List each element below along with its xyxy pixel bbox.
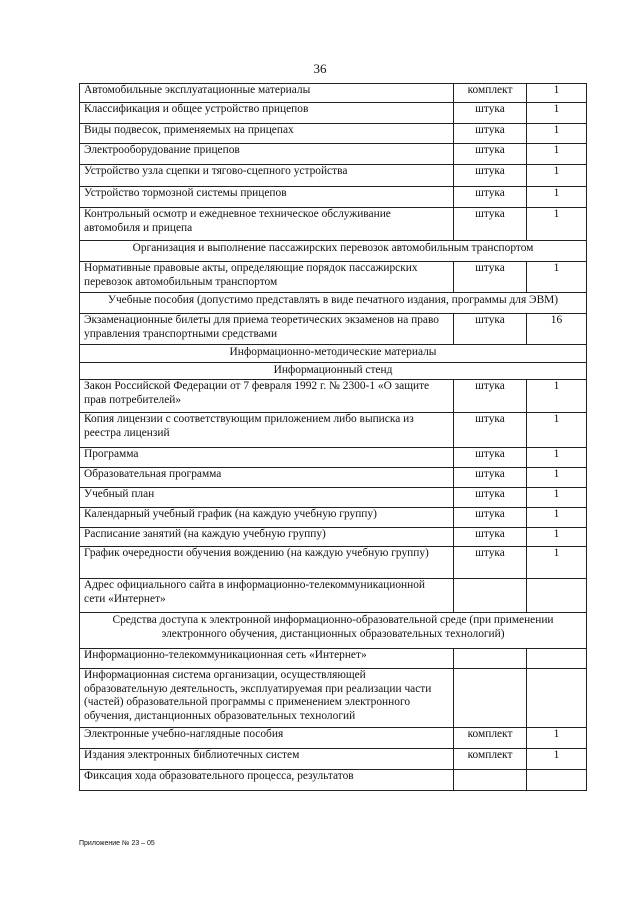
section-title: Информационно-методические материалы xyxy=(80,345,587,363)
table-row xyxy=(80,84,587,103)
item-name-cell: Расписание занятий (на каждую учебную группу) xyxy=(80,528,454,547)
item-unit-cell: штука xyxy=(454,547,527,579)
item-name-cell: Классификация и общее устройство прицепов xyxy=(80,103,454,124)
section-row xyxy=(80,345,587,363)
item-name-cell: Издания электронных библиотечных систем xyxy=(80,749,454,770)
item-unit-cell: штука xyxy=(454,314,527,345)
item-unit-cell xyxy=(454,669,527,728)
item-unit-cell: комплект xyxy=(454,84,527,103)
item-name-cell: Закон Российской Федерации от 7 февраля 1992 г. № 2300-1 «О защите прав потребителей» xyxy=(80,380,454,413)
item-unit-cell: штука xyxy=(454,508,527,528)
item-unit-cell xyxy=(454,770,527,791)
page-number: 36 xyxy=(313,61,327,76)
table-row xyxy=(80,124,587,144)
item-qty-cell: 16 xyxy=(527,314,587,345)
item-qty-cell: 1 xyxy=(527,84,587,103)
item-name-cell: Экзаменационные билеты для приема теоретических экзаменов на право управления транспортными средствами xyxy=(80,314,454,345)
item-qty-cell xyxy=(527,649,587,669)
item-unit-cell: штука xyxy=(454,488,527,508)
item-qty-cell: 1 xyxy=(527,413,587,448)
item-name-cell: Копия лицензии с соответствующим приложением либо выписка из реестра лицензий xyxy=(80,413,454,448)
item-qty-cell xyxy=(527,579,587,613)
table-row xyxy=(80,187,587,208)
section-title: Информационный стенд xyxy=(80,363,587,380)
table-row xyxy=(80,528,587,547)
footer-note: Приложение № 23 – 05 xyxy=(79,840,155,847)
section-title: Учебные пособия (допустимо представлять в виде печатного издания, программы для ЭВМ) xyxy=(80,293,587,314)
table-row xyxy=(80,380,587,413)
item-unit-cell: штука xyxy=(454,448,527,468)
item-name-cell: Календарный учебный график (на каждую учебную группу) xyxy=(80,508,454,528)
item-name-cell: Фиксация хода образовательного процесса, результатов xyxy=(80,770,454,791)
item-name-cell: Учебный план xyxy=(80,488,454,508)
table-row xyxy=(80,314,587,345)
table-row xyxy=(80,103,587,124)
equipment-table xyxy=(79,83,587,791)
table-row xyxy=(80,669,587,728)
item-unit-cell: штука xyxy=(454,187,527,208)
item-qty-cell: 1 xyxy=(527,508,587,528)
item-name-cell: Контрольный осмотр и ежедневное техническое обслуживание автомобиля и прицепа xyxy=(80,208,454,241)
item-unit-cell: штука xyxy=(454,413,527,448)
item-unit-cell: штука xyxy=(454,528,527,547)
item-qty-cell: 1 xyxy=(527,262,587,293)
item-qty-cell xyxy=(527,669,587,728)
table-row xyxy=(80,468,587,488)
table-row xyxy=(80,770,587,791)
table-row xyxy=(80,448,587,468)
item-qty-cell: 1 xyxy=(527,528,587,547)
item-unit-cell: штука xyxy=(454,380,527,413)
table-row xyxy=(80,165,587,187)
table-row xyxy=(80,749,587,770)
item-unit-cell: штука xyxy=(454,165,527,187)
item-qty-cell: 1 xyxy=(527,103,587,124)
item-unit-cell: штука xyxy=(454,262,527,293)
table-row xyxy=(80,547,587,579)
item-qty-cell: 1 xyxy=(527,165,587,187)
item-unit-cell: штука xyxy=(454,103,527,124)
item-name-cell: Электрооборудование прицепов xyxy=(80,144,454,165)
table-row xyxy=(80,413,587,448)
section-title: Средства доступа к электронной информационно-образовательной среде (при применении электронного обучения, дистанционных образовательных технологий) xyxy=(80,613,587,649)
equipment-table-body xyxy=(80,84,587,791)
table-row xyxy=(80,508,587,528)
section-row xyxy=(80,293,587,314)
item-name-cell: Виды подвесок, применяемых на прицепах xyxy=(80,124,454,144)
item-qty-cell: 1 xyxy=(527,187,587,208)
item-name-cell: Автомобильные эксплуатационные материалы xyxy=(80,84,454,103)
item-unit-cell: штука xyxy=(454,124,527,144)
item-unit-cell xyxy=(454,649,527,669)
item-name-cell: Информационно-телекоммуникационная сеть «Интернет» xyxy=(80,649,454,669)
item-unit-cell xyxy=(454,579,527,613)
item-unit-cell: штука xyxy=(454,468,527,488)
item-name-cell: Образовательная программа xyxy=(80,468,454,488)
item-name-cell: Электронные учебно-наглядные пособия xyxy=(80,728,454,749)
item-qty-cell: 1 xyxy=(527,547,587,579)
section-row xyxy=(80,613,587,649)
item-unit-cell: комплект xyxy=(454,749,527,770)
item-unit-cell: штука xyxy=(454,144,527,165)
item-qty-cell: 1 xyxy=(527,468,587,488)
table-row xyxy=(80,728,587,749)
item-name-cell: Устройство тормозной системы прицепов xyxy=(80,187,454,208)
item-name-cell: Устройство узла сцепки и тягово-сцепного устройства xyxy=(80,165,454,187)
item-name-cell: Информационная система организации, осуществляющей образовательную деятельность, эксплуатируемая при реализации части (частей) образовательной программы с применением электронного обучения, дистанционных образовательных технологий xyxy=(80,669,454,728)
table-row xyxy=(80,488,587,508)
section-title: Организация и выполнение пассажирских перевозок автомобильным транспортом xyxy=(80,241,587,262)
item-name-cell: Адрес официального сайта в информационно-телекоммуникационной сети «Интернет» xyxy=(80,579,454,613)
item-qty-cell xyxy=(527,770,587,791)
item-name-cell: Нормативные правовые акты, определяющие порядок пассажирских перевозок автомобильным транспортом xyxy=(80,262,454,293)
item-name-cell: График очередности обучения вождению (на каждую учебную группу) xyxy=(80,547,454,579)
item-name-cell: Программа xyxy=(80,448,454,468)
item-qty-cell: 1 xyxy=(527,380,587,413)
item-qty-cell: 1 xyxy=(527,448,587,468)
table-row xyxy=(80,579,587,613)
table-row xyxy=(80,262,587,293)
section-row xyxy=(80,241,587,262)
item-qty-cell: 1 xyxy=(527,728,587,749)
item-qty-cell: 1 xyxy=(527,144,587,165)
table-row xyxy=(80,208,587,241)
item-qty-cell: 1 xyxy=(527,208,587,241)
item-qty-cell: 1 xyxy=(527,488,587,508)
item-unit-cell: штука xyxy=(454,208,527,241)
item-unit-cell: комплект xyxy=(454,728,527,749)
item-qty-cell: 1 xyxy=(527,749,587,770)
table-row xyxy=(80,144,587,165)
section-row xyxy=(80,363,587,380)
table-row xyxy=(80,649,587,669)
item-qty-cell: 1 xyxy=(527,124,587,144)
